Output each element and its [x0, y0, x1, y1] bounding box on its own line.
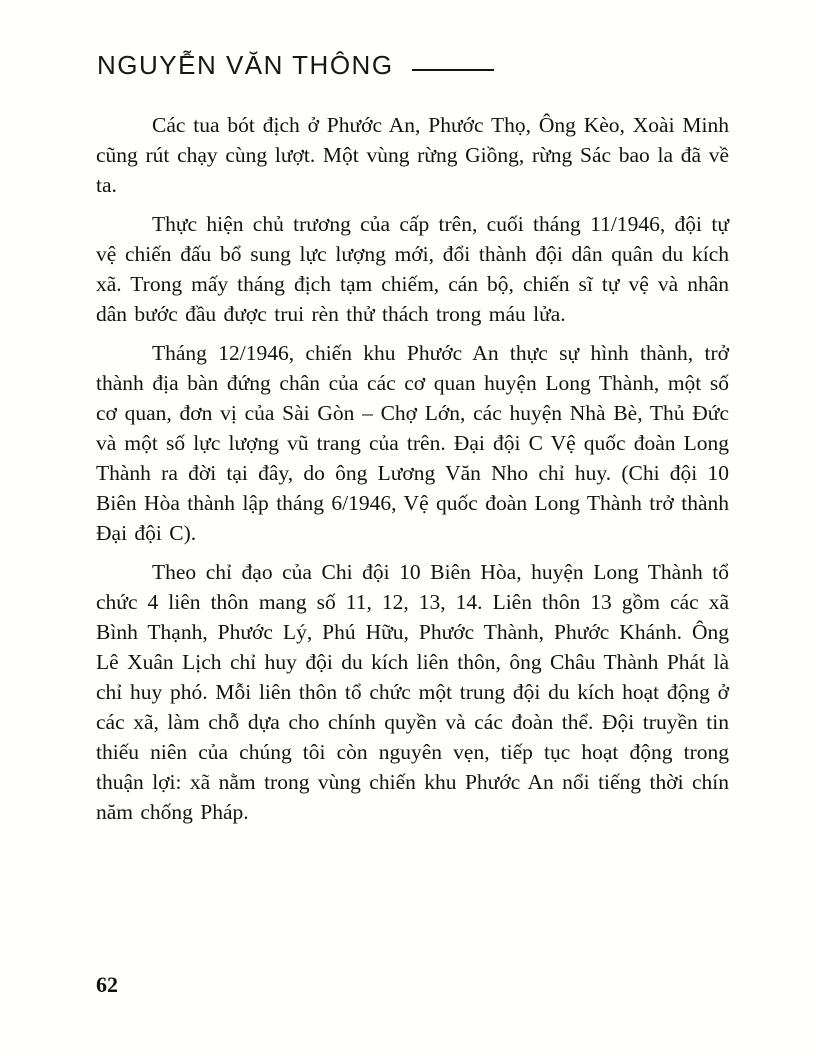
paragraph-2: Thực hiện chủ trương của cấp trên, cuối tháng 11/1946, đội tự vệ chiến đấu bổ sung lực lượng mới, đổi thành đội dân quân du kích xã. Trong mấy tháng địch tạm chiếm, cán bộ, chiến sĩ tự vệ và nhân dân bước đầu được trui rèn thử thách trong máu lửa. [96, 212, 729, 326]
body-text [96, 110, 729, 836]
author-name: NGUYỄN VĂN THÔNG [97, 50, 394, 80]
header-rule [412, 69, 494, 71]
running-header [97, 50, 494, 81]
paragraph-3: Tháng 12/1946, chiến khu Phước An thực sự hình thành, trở thành địa bàn đứng chân của các cơ quan huyện Long Thành, một số cơ quan, đơn vị của Sài Gòn – Chợ Lớn, các huyện Nhà Bè, Thủ Đức và một số lực lượng vũ trang của trên. Đại đội C Vệ quốc đoàn Long Thành ra đời tại đây, do ông Lương Văn Nho chỉ huy. (Chi đội 10 Biên Hòa thành lập tháng 6/1946, Vệ quốc đoàn Long Thành trở thành Đại đội C). [96, 341, 729, 545]
paragraph-4: Theo chỉ đạo của Chi đội 10 Biên Hòa, huyện Long Thành tổ chức 4 liên thôn mang số 11, 12, 13, 14. Liên thôn 13 gồm các xã Bình Thạnh, Phước Lý, Phú Hữu, Phước Thành, Phước Khánh. Ông Lê Xuân Lịch chỉ huy đội du kích liên thôn, ông Châu Thành Phát là chỉ huy phó. Mỗi liên thôn tổ chức một trung đội du kích hoạt động ở các xã, làm chỗ dựa cho chính quyền và các đoàn thể. Đội truyền tin thiếu niên của chúng tôi còn nguyên vẹn, tiếp tục hoạt động trong thuận lợi: xã nằm trong vùng chiến khu Phước An nổi tiếng thời chín năm chống Pháp. [96, 560, 729, 824]
paragraph-1: Các tua bót địch ở Phước An, Phước Thọ, Ông Kèo, Xoài Minh cũng rút chạy cùng lượt. Một vùng rừng Giồng, rừng Sác bao la đã về ta. [96, 113, 729, 197]
page-number: 62 [96, 972, 118, 997]
